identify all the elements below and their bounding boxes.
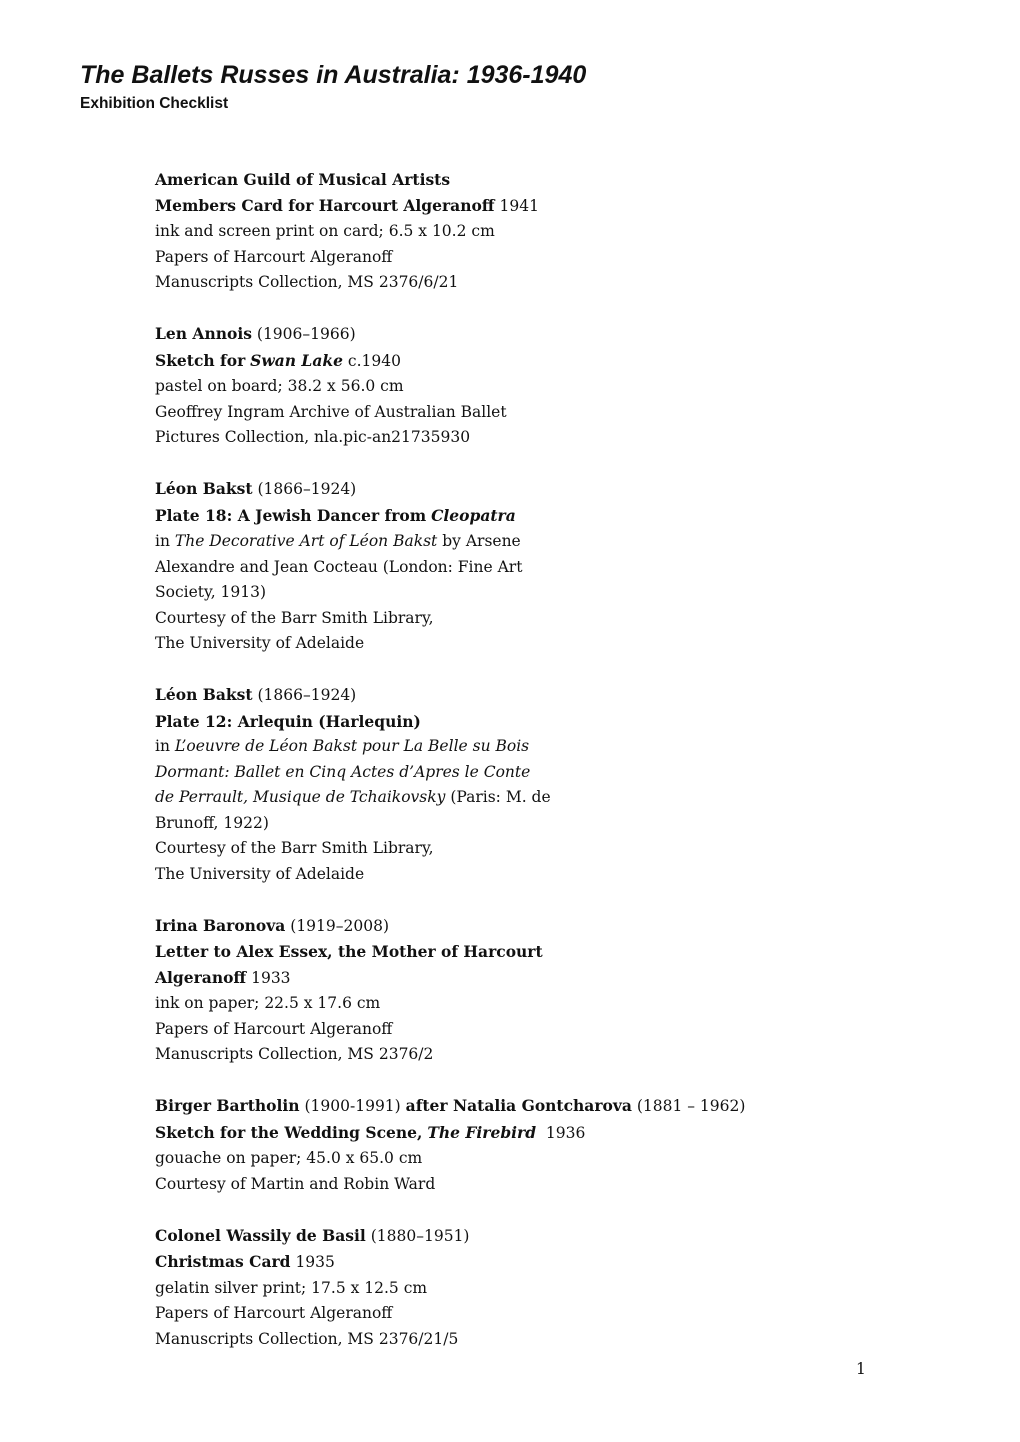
exhibition-checklist <box>155 167 795 1378</box>
entry-source: Geoffrey Ingram Archive of Australian Ballet <box>155 402 507 421</box>
entry-title-line <box>155 193 795 220</box>
entry-source: Courtesy of the Barr Smith Library, <box>155 839 434 857</box>
entry-medium: gouache on paper; 45.0 x 65.0 cm <box>155 1149 423 1167</box>
entry-secondary-artist: after Natalia Gontcharova <box>405 1096 632 1115</box>
entry-title-line <box>155 1249 795 1276</box>
entry-collection: Manuscripts Collection, MS 2376/21/5 <box>155 1329 459 1348</box>
page-subtitle: Exhibition Checklist <box>80 95 229 112</box>
checklist-entry <box>155 913 795 1068</box>
entry-artist-dates: (1880–1951) <box>370 1226 470 1245</box>
entry-publication: Dormant: Ballet en Cinq Actes d’Apres le Conte <box>155 762 531 781</box>
entry-in-label: in <box>155 532 170 550</box>
checklist-entry <box>155 476 795 657</box>
entry-collection: Manuscripts Collection, MS 2376/6/21 <box>155 273 459 291</box>
entry-artist: Len Annois <box>155 324 252 343</box>
entry-source: Papers of Harcourt Algeranoff <box>155 1304 393 1322</box>
entry-secondary-artist-dates: (1881 – 1962) <box>636 1097 746 1115</box>
entry-publication: de Perrault, Musique de Tchaikovsky <box>155 788 446 806</box>
entry-artist-dates: (1906–1966) <box>256 325 356 343</box>
entry-artist: Léon Bakst <box>155 479 253 498</box>
entry-title-line <box>155 965 795 992</box>
entry-title-work: Swan Lake <box>250 350 343 370</box>
entry-medium: ink on paper; 22.5 x 17.6 cm <box>155 994 381 1012</box>
entry-artist: American Guild of Musical Artists <box>155 170 451 189</box>
entry-date: c.1940 <box>347 351 401 370</box>
checklist-entry <box>155 682 795 887</box>
entry-title: Sketch for the Wedding Scene, <box>155 1122 423 1142</box>
entry-medium: pastel on board; 38.2 x 56.0 cm <box>155 377 404 395</box>
entry-medium: ink and screen print on card; 6.5 x 10.2 cm <box>155 222 495 240</box>
entry-title-work: Cleopatra <box>431 505 516 525</box>
entry-artist-line <box>155 682 795 709</box>
page-title: The Ballets Russes in Australia: 1936-1940 <box>80 61 587 89</box>
entry-source-institution: The University of Adelaide <box>155 864 365 883</box>
entry-artist-line <box>155 476 795 503</box>
entry-publication-line <box>155 734 795 760</box>
entry-publication-details: (Paris: M. de <box>450 788 551 806</box>
entry-date: 1935 <box>295 1253 335 1271</box>
entry-title-work: The Firebird <box>427 1122 537 1142</box>
entry-artist: Irina Baronova <box>155 915 286 935</box>
entry-publication-author: by Arsene <box>442 532 521 550</box>
entry-artist-line <box>155 913 795 940</box>
entry-artist-line <box>155 321 795 348</box>
entry-date: 1941 <box>499 196 539 215</box>
entry-source: Courtesy of the Barr Smith Library, <box>155 608 434 627</box>
entry-date: 1933 <box>251 968 291 987</box>
entry-date: 1936 <box>545 1123 586 1142</box>
entry-title-line <box>155 503 795 530</box>
entry-title: Letter to Alex Essex, the Mother of Harcourt <box>155 942 543 961</box>
entry-title: Christmas Card <box>155 1252 291 1271</box>
entry-in-label: in <box>155 737 170 755</box>
entry-title: Plate 12: Arlequin (Harlequin) <box>155 711 421 731</box>
entry-medium: gelatin silver print; 17.5 x 12.5 cm <box>155 1278 428 1297</box>
entry-publication-line <box>155 529 795 555</box>
entry-artist: Birger Bartholin <box>155 1096 300 1115</box>
entry-publication: The Decorative Art of Léon Bakst <box>174 532 438 550</box>
entry-source: Papers of Harcourt Algeranoff <box>155 247 393 266</box>
entry-artist-dates: (1900-1991) <box>304 1097 401 1115</box>
entry-artist-dates: (1919–2008) <box>290 916 390 935</box>
entry-title: Members Card for Harcourt Algeranoff <box>155 195 495 215</box>
entry-publication-line <box>155 785 795 811</box>
checklist-entry <box>155 1223 795 1353</box>
entry-publication: L’oeuvre de Léon Bakst pour La Belle su Bois <box>174 737 530 755</box>
entry-collection: Manuscripts Collection, MS 2376/2 <box>155 1045 434 1063</box>
entry-title: Algeranoff <box>155 967 247 987</box>
entry-collection: Pictures Collection, nla.pic-an21735930 <box>155 428 471 446</box>
checklist-entry <box>155 167 795 296</box>
entry-source-institution: The University of Adelaide <box>155 634 365 652</box>
checklist-entry <box>155 1093 795 1197</box>
entry-title: Sketch for <box>155 350 246 370</box>
entry-artist: Colonel Wassily de Basil <box>155 1225 366 1245</box>
entry-publication-details: Society, 1913) <box>155 583 267 601</box>
entry-title-line <box>155 1120 795 1147</box>
entry-artist-line <box>155 1093 795 1120</box>
entry-publication-details: Brunoff, 1922) <box>155 813 269 832</box>
checklist-entry <box>155 321 795 451</box>
entry-artist-line <box>155 1223 795 1250</box>
entry-artist: Léon Bakst <box>155 685 253 704</box>
entry-publication-details: Alexandre and Jean Cocteau (London: Fine Art <box>155 557 523 576</box>
entry-artist-dates: (1866–1924) <box>257 686 357 704</box>
entry-artist-dates: (1866–1924) <box>257 480 357 498</box>
entry-source: Courtesy of Martin and Robin Ward <box>155 1174 436 1193</box>
entry-source: Papers of Harcourt Algeranoff <box>155 1019 393 1038</box>
page-number: 1 <box>856 1360 866 1378</box>
entry-title-line <box>155 348 795 375</box>
entry-title: Plate 18: A Jewish Dancer from <box>155 505 427 525</box>
